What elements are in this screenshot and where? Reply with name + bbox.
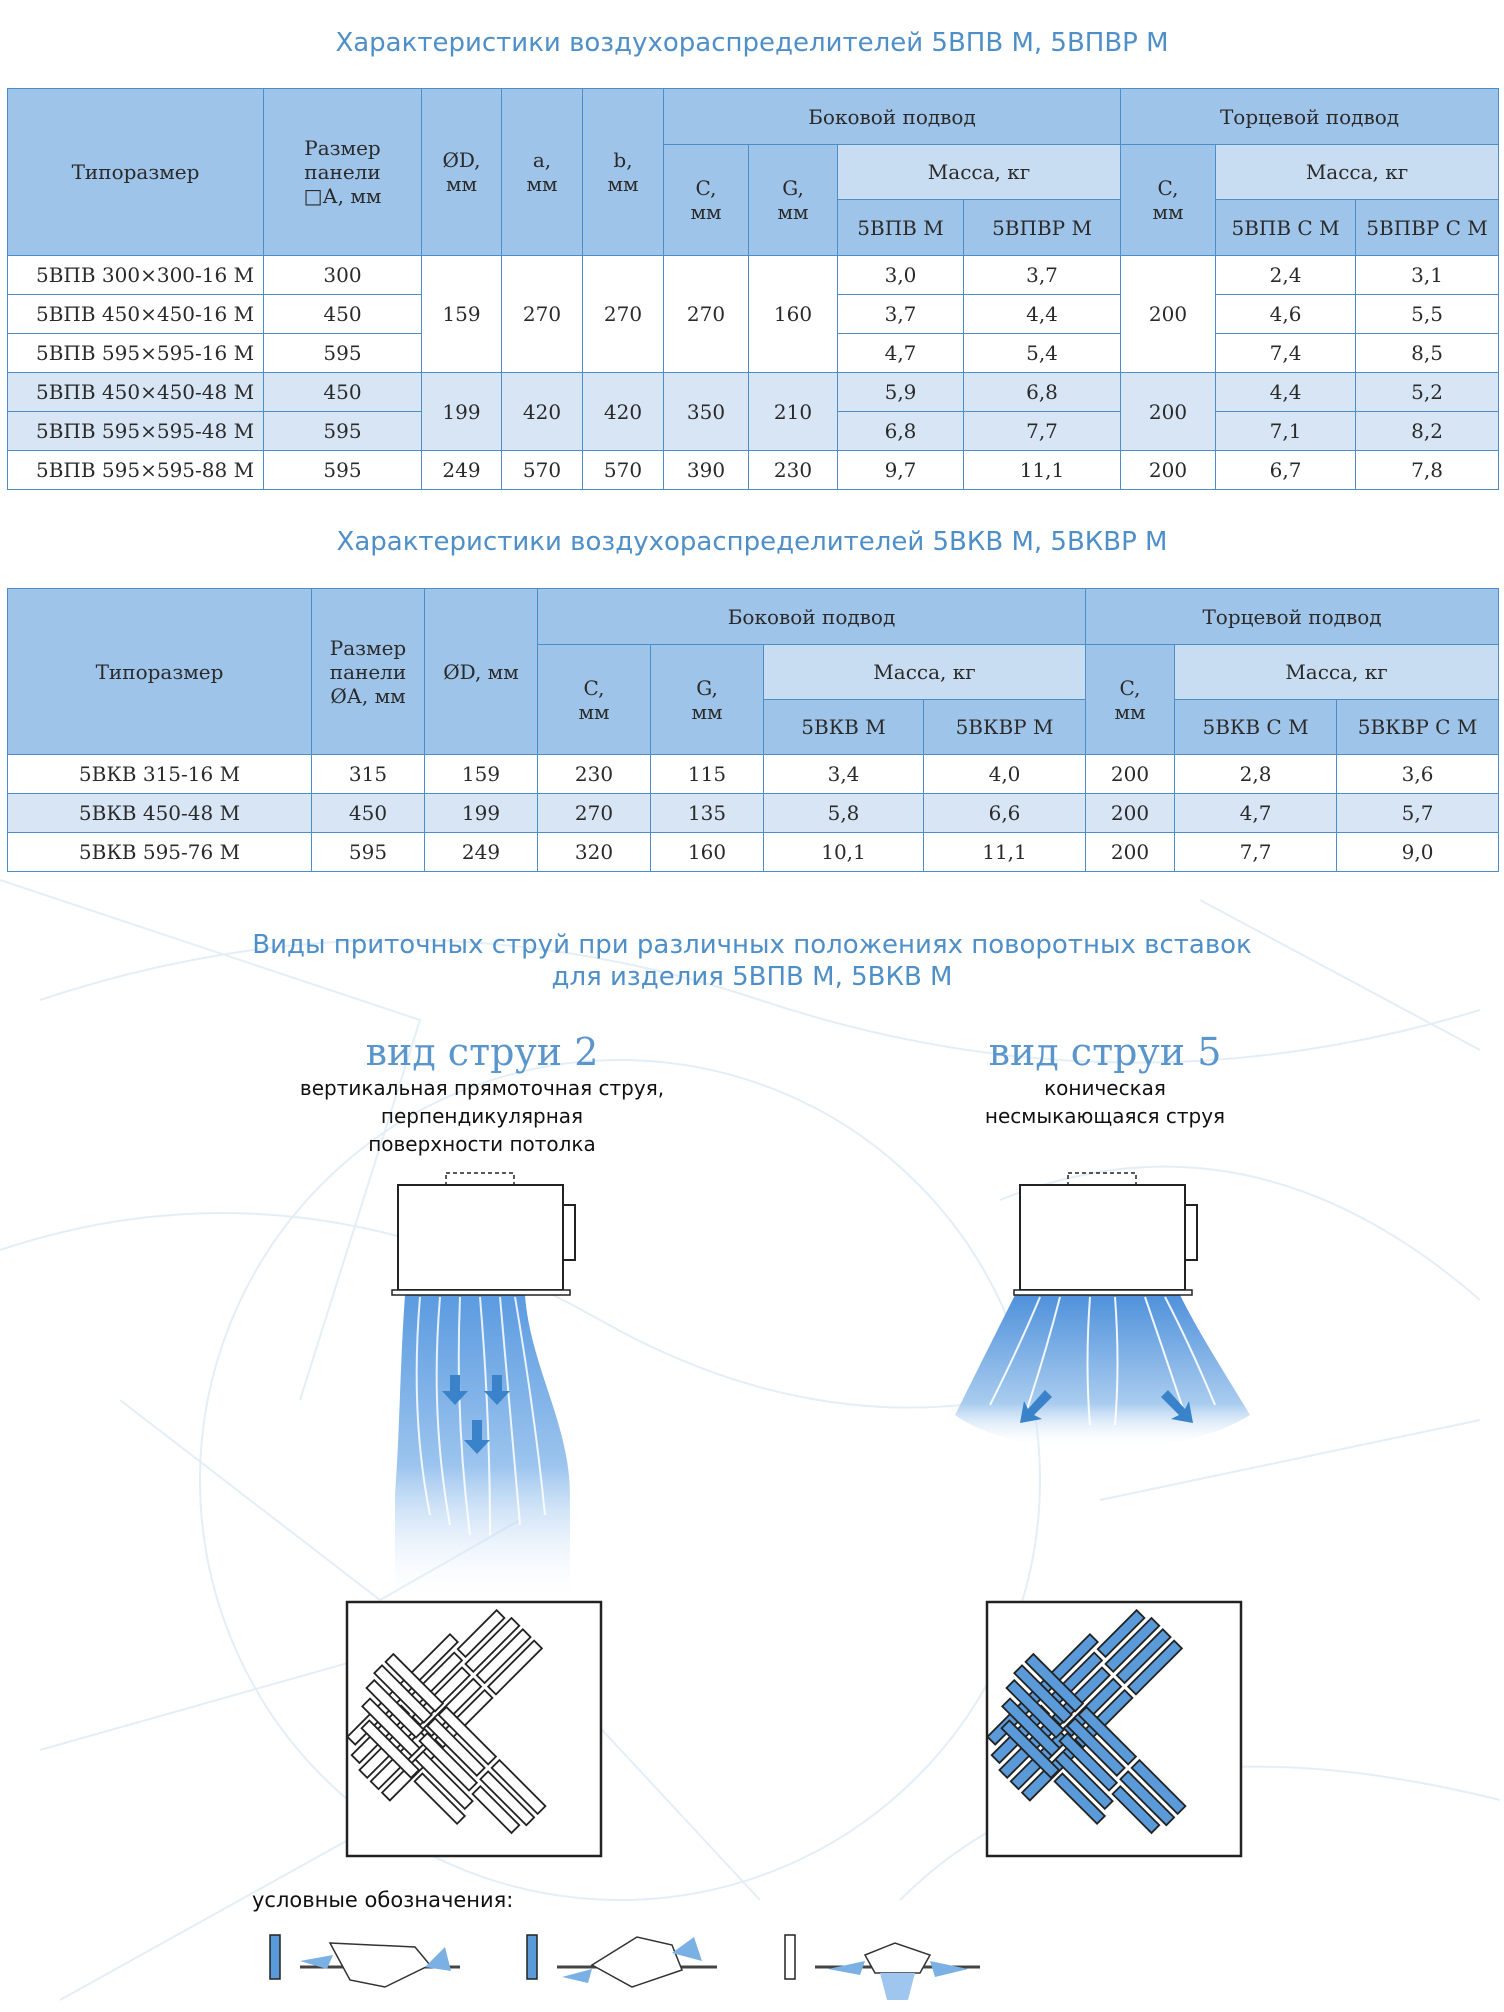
header-mass2: Масса, кг [1175, 645, 1499, 700]
header-side: Боковой подвод [538, 589, 1086, 645]
jets-title-line2: для изделия 5ВПВ М, 5ВКВ М [551, 962, 953, 992]
header-c2: C, мм [1121, 145, 1216, 256]
table-5vkv [7, 588, 1499, 872]
legend-symbol-1 [265, 1925, 475, 1995]
header-m3: 5ВКВ С М [1175, 700, 1337, 755]
diffuser-jet2-illustration [380, 1165, 610, 1615]
jets-title-line1: Виды приточных струй при различных положениях поворотных вставок [252, 930, 1252, 960]
table-row: 5ВПВ 300×300-16 М 300 159 270 270 270 160 3,0 3,7 200 2,4 3,1 [8, 256, 1499, 295]
header-panel: Размер панели ØА, мм [312, 589, 425, 755]
header-panel: Размер панели □А, мм [264, 89, 422, 256]
table-row: 5ВПВ 595×595-88 М 595 249 570 570 390 230 9,7 11,1 200 6,7 7,8 [8, 451, 1499, 490]
jet-left-desc: вертикальная прямоточная струя, перпендикулярная поверхности потолка [299, 1076, 665, 1156]
header-m1: 5ВПВ М [838, 200, 964, 256]
table-row: 5ВКВ 595-76 М 595 249 320 160 10,1 11,1 200 7,7 9,0 [8, 833, 1499, 872]
table-row: 5ВКВ 450-48 М 450 199 270 135 5,8 6,6 200 4,7 5,7 [8, 794, 1499, 833]
table1-title: Характеристики воздухораспределителей 5ВПВ М, 5ВПВР М [335, 28, 1169, 58]
legend-symbol-3 [780, 1925, 995, 2005]
header-d: ØD, мм [425, 589, 538, 755]
jet-left-title: вид струи 2 [365, 1030, 599, 1074]
header-m1: 5ВКВ М [764, 700, 924, 755]
jet-right-desc: коническая несмыкающаяся струя [984, 1076, 1226, 1128]
legend-label: условные обозначения: [252, 1888, 514, 1912]
header-mass: Масса, кг [764, 645, 1086, 700]
grille-panel-right [985, 1600, 1243, 1860]
header-m2: 5ВКВР М [924, 700, 1086, 755]
header-type: Типоразмер [8, 89, 264, 256]
header-m2: 5ВПВР М [964, 200, 1121, 256]
header-end: Торцевой подвод [1121, 89, 1499, 145]
table-5vpv [7, 88, 1499, 490]
table-row: 5ВКВ 315-16 М 315 159 230 115 3,4 4,0 200 2,8 3,6 [8, 755, 1499, 794]
header-end: Торцевой подвод [1086, 589, 1499, 645]
jet-right-title: вид струи 5 [988, 1030, 1222, 1074]
table-row: 5ВПВ 595×595-48 М 595 6,8 7,7 7,1 8,2 [8, 412, 1499, 451]
header-type: Типоразмер [8, 589, 312, 755]
table-row: 5ВПВ 450×450-48 М 450 199 420 420 350 210 5,9 6,8 200 4,4 5,2 [8, 373, 1499, 412]
header-d: ØD, мм [422, 89, 502, 256]
header-c: C, мм [538, 645, 651, 755]
header-side: Боковой подвод [664, 89, 1121, 145]
header-g: G, мм [749, 145, 838, 256]
grille-panel-left [345, 1600, 603, 1860]
header-m3: 5ВПВ С М [1216, 200, 1356, 256]
table2-title: Характеристики воздухораспределителей 5ВКВ М, 5ВКВР М [336, 527, 1168, 557]
header-mass2: Масса, кг [1216, 145, 1499, 200]
header-b: b, мм [583, 89, 664, 256]
header-m4: 5ВКВР С М [1337, 700, 1499, 755]
header-c2: C, мм [1086, 645, 1175, 755]
table-row: 5ВПВ 595×595-16 М 595 4,7 5,4 7,4 8,5 [8, 334, 1499, 373]
header-a: a, мм [502, 89, 583, 256]
header-mass: Масса, кг [838, 145, 1121, 200]
header-m4: 5ВПВР С М [1356, 200, 1499, 256]
diffuser-jet5-illustration [950, 1165, 1250, 1465]
table-row: 5ВПВ 450×450-16 М 450 3,7 4,4 4,6 5,5 [8, 295, 1499, 334]
header-g: G, мм [651, 645, 764, 755]
legend-symbol-2 [522, 1925, 732, 1995]
header-c: C, мм [664, 145, 749, 256]
